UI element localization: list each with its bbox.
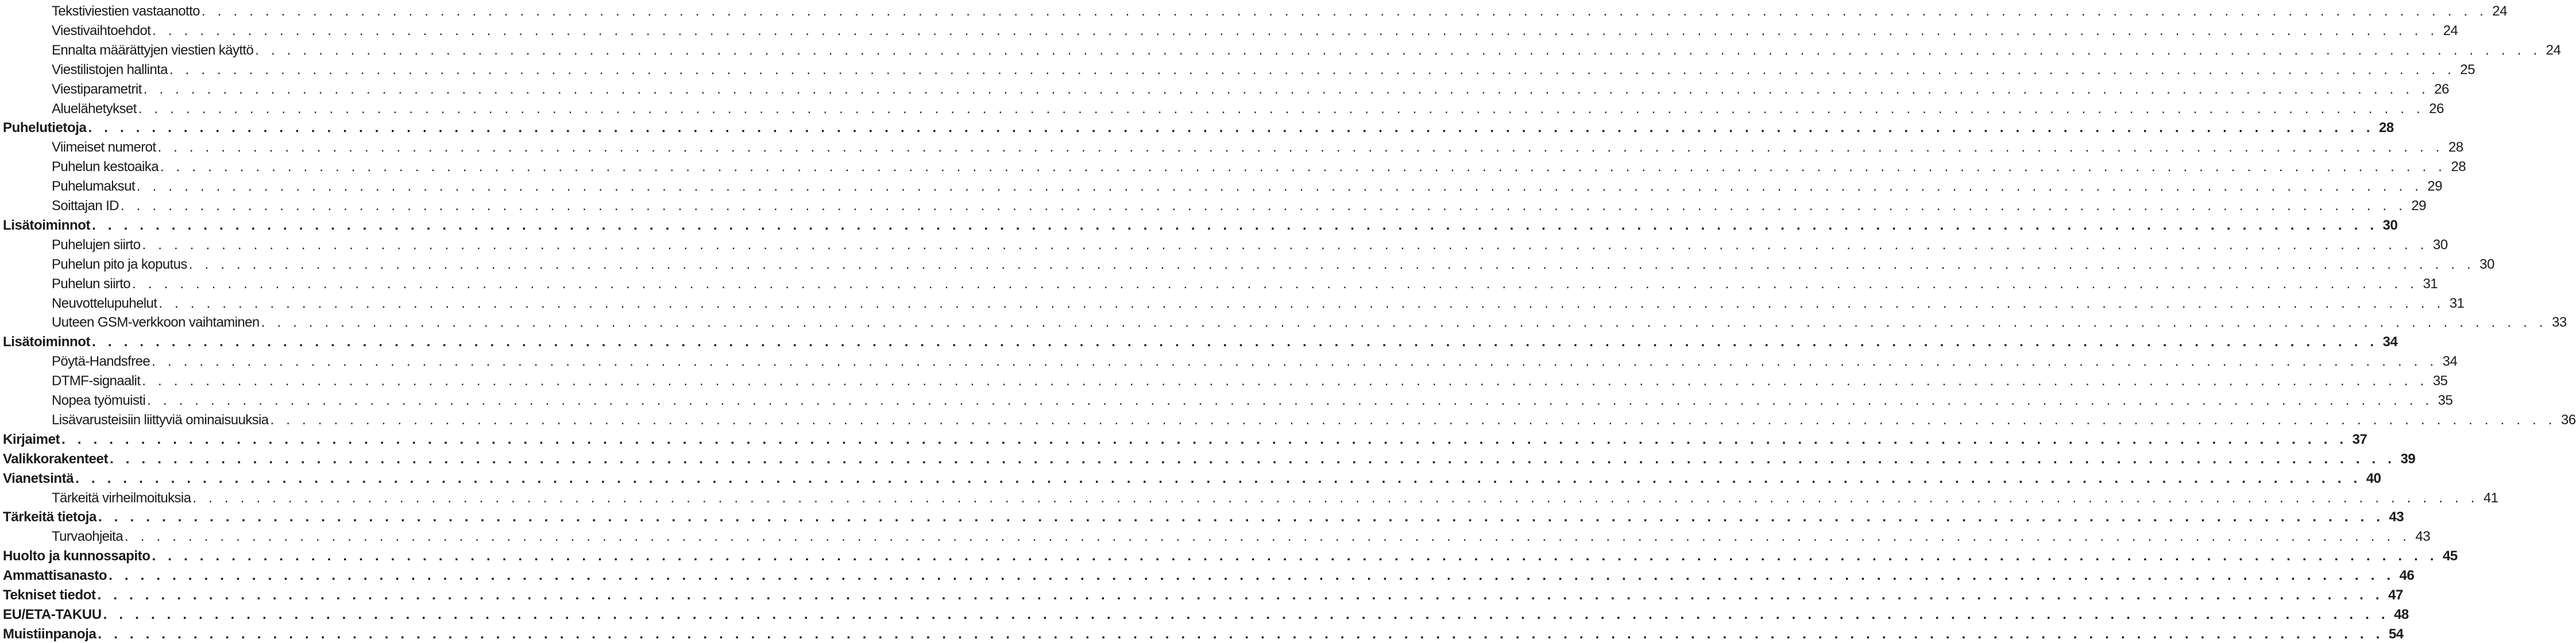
toc-entry-page-number: 41 (2483, 490, 2498, 506)
toc-subsection-entry[interactable] (0, 99, 2444, 117)
toc-subsection-entry[interactable] (0, 40, 2561, 59)
toc-entry-title: Ammattisanasto (3, 568, 107, 584)
toc-entry-page-number: 43 (2415, 529, 2431, 545)
toc-section-entry[interactable] (0, 624, 2404, 642)
dot-leader (150, 548, 2438, 564)
toc-entry-page-number: 28 (2448, 140, 2463, 156)
toc-subsection-entry[interactable] (0, 371, 2448, 389)
toc-entry-title: EU/ETA-TAKUU (3, 606, 102, 622)
toc-subsection-entry[interactable] (0, 312, 2567, 331)
toc-entry-page-number: 28 (2378, 120, 2394, 136)
toc-entry-title: Vianetsintä (3, 470, 74, 486)
toc-entry-title: Lisävarusteisiin liittyviä ominaisuuksia (52, 412, 269, 428)
toc-subsection-entry[interactable] (0, 526, 2431, 545)
dot-leader (90, 334, 2378, 350)
toc-entry-page-number: 25 (2460, 61, 2475, 78)
dot-leader (191, 490, 2478, 506)
toc-entry-title: Pöytä-Handsfree (52, 354, 150, 370)
toc-entry-page-number: 34 (2382, 334, 2398, 350)
toc-entry-page-number: 26 (2429, 100, 2444, 117)
toc-entry-title: Puhelun kestoaika (52, 159, 159, 175)
dot-leader (108, 451, 2396, 467)
toc-entry-title: Soittajan ID (52, 198, 119, 214)
toc-entry-title: Ennalta määrättyjen viestien käyttö (52, 42, 254, 58)
toc-entry-title: Lisätoiminnot (3, 334, 91, 350)
dot-leader (130, 276, 2418, 292)
toc-entry-page-number: 30 (2432, 237, 2448, 253)
toc-entry-title: Aluelähetykset (52, 100, 137, 117)
toc-entry-title: Muistiinpanoja (3, 626, 96, 642)
toc-entry-page-number: 39 (2400, 451, 2416, 467)
dot-leader (269, 412, 2556, 428)
dot-leader (260, 315, 2547, 331)
toc-entry-page-number: 34 (2442, 354, 2458, 370)
dot-leader (168, 62, 2455, 78)
dot-leader (150, 354, 2438, 370)
toc-subsection-entry[interactable] (0, 157, 2466, 175)
dot-leader (253, 42, 2541, 59)
dot-leader (187, 257, 2475, 273)
toc-section-entry[interactable] (0, 585, 2403, 603)
toc-entry-page-number: 24 (2443, 22, 2458, 38)
toc-entry-page-number: 48 (2394, 606, 2409, 622)
dot-leader (159, 159, 2446, 175)
toc-entry-title: Puhelutietoja (3, 120, 87, 136)
dot-leader (74, 471, 2361, 487)
toc-section-entry[interactable] (0, 507, 2404, 525)
toc-entry-title: Kirjaimet (3, 431, 60, 447)
dot-leader (96, 626, 2384, 642)
dot-leader (141, 237, 2428, 253)
toc-entry-page-number: 36 (2560, 412, 2576, 428)
toc-entry-title: Puhelun siirto (52, 276, 131, 292)
toc-subsection-entry[interactable] (0, 21, 2458, 39)
toc-entry-page-number: 35 (2438, 393, 2453, 408)
toc-subsection-entry[interactable] (0, 60, 2475, 78)
toc-entry-title: Viimeiset numerot (52, 140, 156, 156)
toc-entry-page-number: 43 (2389, 509, 2404, 525)
dot-leader (60, 432, 2347, 448)
toc-entry-page-number: 29 (2427, 179, 2442, 195)
toc-entry-title: Turvaohjeita (52, 529, 123, 545)
dot-leader (135, 179, 2423, 195)
toc-section-entry[interactable] (0, 118, 2394, 136)
toc-entry-page-number: 24 (2546, 42, 2561, 58)
dot-leader (90, 218, 2378, 234)
dot-leader (140, 373, 2428, 389)
toc-subsection-entry[interactable] (0, 410, 2576, 428)
toc-section-entry[interactable] (0, 215, 2398, 234)
dot-leader (142, 82, 2430, 98)
toc-entry-page-number: 47 (2388, 587, 2403, 603)
dot-leader (157, 296, 2444, 312)
toc-entry-title: Valikkorakenteet (3, 451, 109, 467)
toc-entry-page-number: 31 (2449, 295, 2465, 311)
dot-leader (119, 198, 2407, 214)
toc-subsection-entry[interactable] (0, 293, 2465, 312)
toc-entry-title: Uuteen GSM-verkkoon vaihtaminen (52, 315, 260, 331)
toc-subsection-entry[interactable] (0, 196, 2426, 214)
toc-entry-title: Puhelumaksut (52, 179, 135, 195)
toc-subsection-entry[interactable] (0, 488, 2498, 506)
toc-entry-page-number: 30 (2480, 256, 2494, 272)
toc-entry-title: Viestiparametrit (52, 81, 142, 97)
toc-entry-title: Nopea työmuisti (52, 393, 146, 408)
toc-entry-page-number: 40 (2366, 470, 2381, 486)
toc-entry-page-number: 46 (2399, 568, 2415, 584)
toc-entry-page-number: 37 (2352, 431, 2368, 447)
toc-section-entry[interactable] (0, 449, 2416, 467)
toc-entry-page-number: 35 (2432, 373, 2448, 389)
toc-entry-title: Huolto ja kunnossapito (3, 548, 150, 564)
toc-entry-page-number: 26 (2434, 81, 2449, 97)
toc-subsection-entry[interactable] (0, 254, 2494, 273)
toc-subsection-entry[interactable] (0, 176, 2442, 195)
dot-leader (200, 3, 2488, 20)
toc-entry-title: Tekniset tiedot (3, 587, 96, 603)
toc-subsection-entry[interactable] (0, 274, 2438, 292)
toc-subsection-entry[interactable] (0, 235, 2448, 253)
toc-section-entry[interactable] (0, 605, 2409, 623)
toc-entry-page-number: 30 (2382, 217, 2398, 233)
dot-leader (137, 101, 2424, 117)
toc-entry-title: Puhelun pito ja koputus (52, 256, 187, 272)
toc-subsection-entry[interactable] (0, 79, 2449, 98)
toc-entry-page-number: 31 (2423, 276, 2438, 292)
toc-entry-page-number: 28 (2451, 159, 2466, 175)
toc-subsection-entry[interactable] (0, 390, 2453, 409)
dot-leader (102, 607, 2389, 623)
toc-subsection-entry[interactable] (0, 137, 2463, 156)
toc-entry-title: Tekstiviestien vastaanotto (52, 3, 200, 19)
toc-entry-title: DTMF-signaalit (52, 373, 141, 389)
toc-section-entry[interactable] (0, 332, 2398, 350)
toc-entry-title: Tärkeitä tietoja (3, 509, 96, 525)
dot-leader (96, 587, 2384, 603)
dot-leader (86, 120, 2374, 136)
toc-subsection-entry[interactable] (0, 1, 2507, 20)
dot-leader (107, 568, 2395, 584)
toc-entry-title: Viestilistojen hallinta (52, 61, 168, 78)
dot-leader (96, 509, 2384, 525)
toc-section-entry[interactable] (0, 546, 2458, 564)
toc-entry-title: Neuvottelupuhelut (52, 295, 157, 311)
toc-entry-title: Lisätoiminnot (3, 217, 91, 233)
toc-entry-page-number: 29 (2411, 198, 2426, 214)
toc-entry-page-number: 45 (2442, 548, 2458, 564)
dot-leader (123, 529, 2411, 545)
toc-entry-page-number: 24 (2492, 3, 2507, 19)
toc-entry-page-number: 54 (2388, 626, 2404, 642)
dot-leader (150, 23, 2438, 39)
toc-entry-title: Viestivaihtoehdot (52, 22, 151, 38)
toc-section-entry[interactable] (0, 468, 2381, 487)
toc-entry-page-number: 33 (2552, 315, 2567, 331)
dot-leader (156, 140, 2443, 156)
toc-section-entry[interactable] (0, 565, 2415, 584)
toc-entry-title: Tärkeitä virheilmoituksia (52, 490, 191, 506)
dot-leader (145, 393, 2433, 409)
toc-entry-title: Puhelujen siirto (52, 237, 141, 253)
toc-section-entry[interactable] (0, 429, 2368, 448)
toc-subsection-entry[interactable] (0, 351, 2458, 370)
